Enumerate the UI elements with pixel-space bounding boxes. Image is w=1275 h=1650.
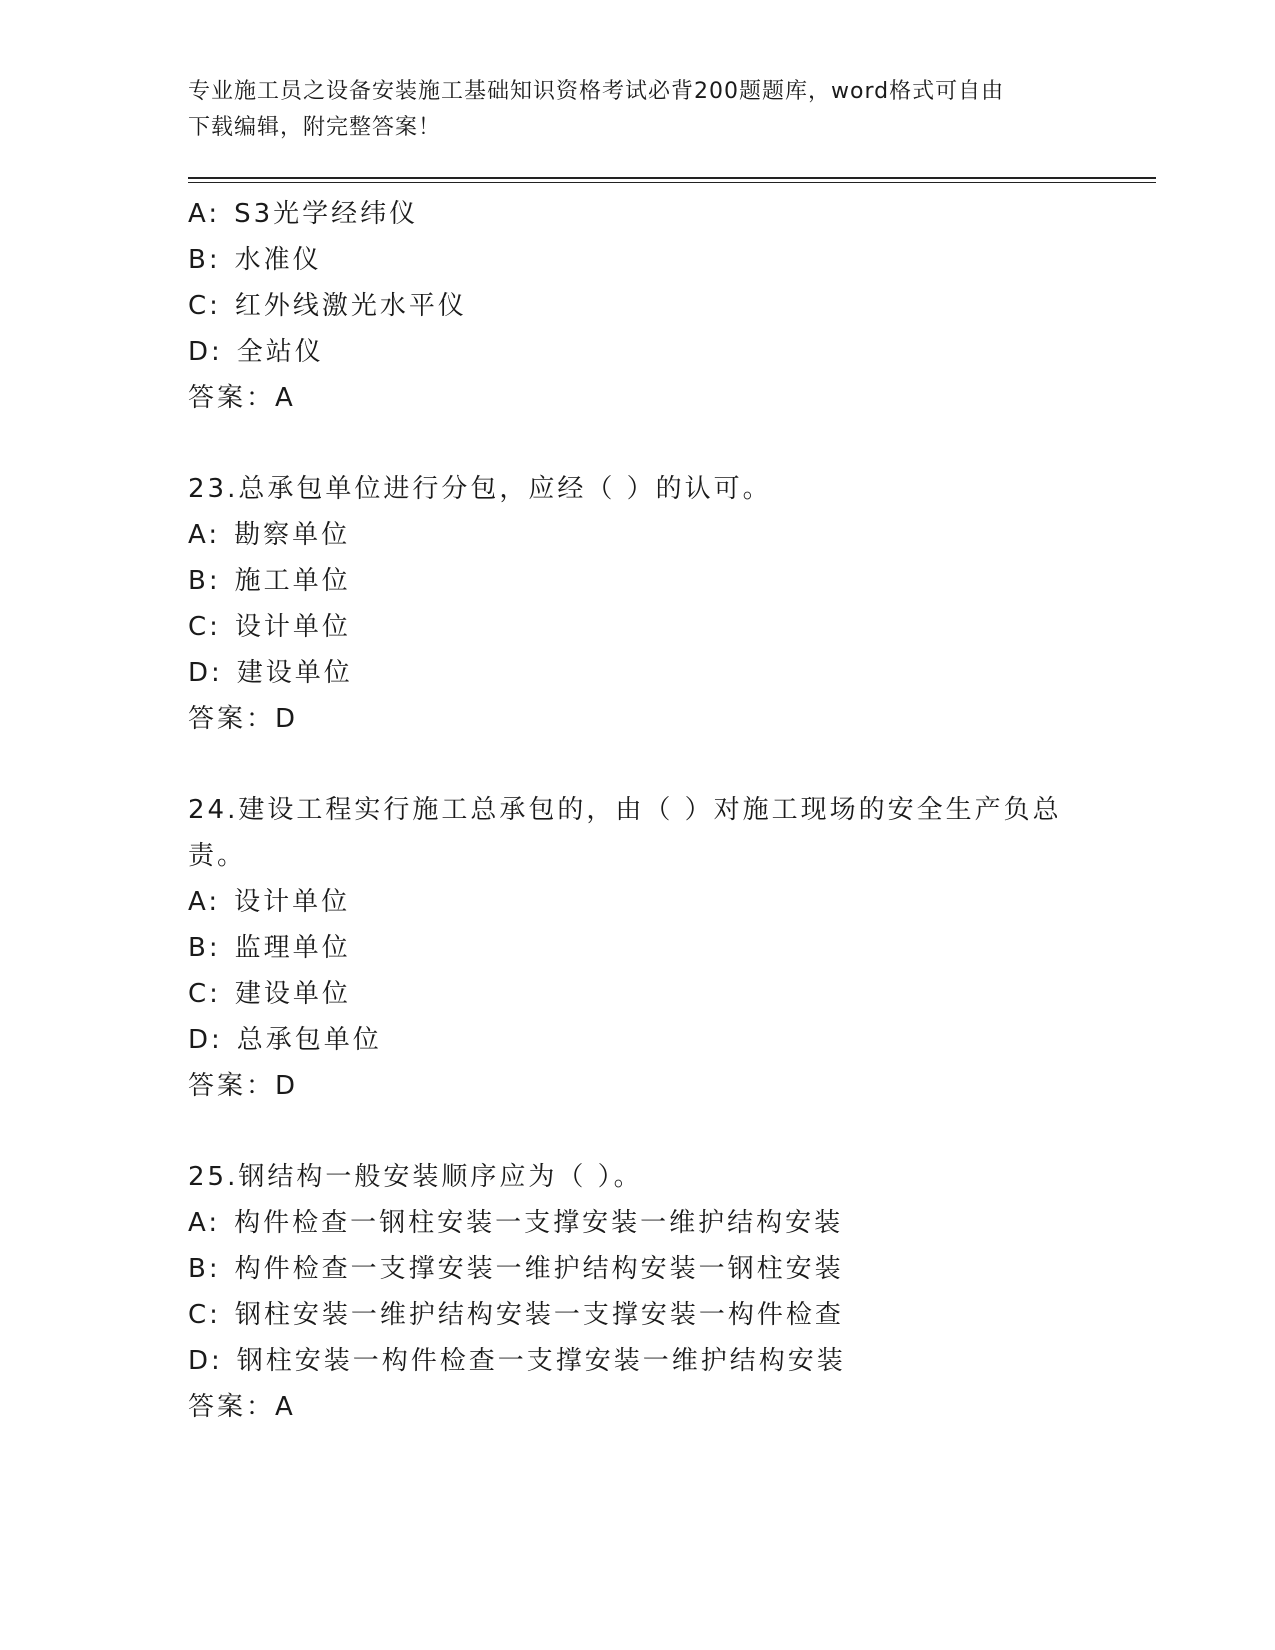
question-list [188,191,1088,1430]
answer: 答案：D [188,1071,299,1101]
header-line-2: 下载编辑，附完整答案！ [188,115,442,140]
answer: 答案：A [188,1392,296,1422]
document-header [188,74,1068,146]
option-d: D: 建设单位 [188,658,353,688]
option-a: A: S3光学经纬仪 [188,199,419,229]
option-a: A: 构件检查一钢柱安装一支撑安装一维护结构安装 [188,1208,844,1238]
option-d: D: 全站仪 [188,337,324,367]
answer: 答案：A [188,383,296,413]
header-rule-thick [188,177,1156,179]
option-b: B: 水准仪 [188,245,322,275]
option-b: B: 构件检查一支撑安装一维护结构安装一钢柱安装 [188,1254,844,1284]
question-24 [188,787,1088,1109]
question-25 [188,1154,1088,1430]
header-rule-thin [188,182,1156,183]
question-text: 25.钢结构一般安装顺序应为（ ）。 [188,1162,643,1192]
option-c: C: 设计单位 [188,612,351,642]
question-text: 24.建设工程实行施工总承包的，由（ ）对施工现场的安全生产负总责。 [188,795,1062,871]
option-c: C: 红外线激光水平仪 [188,291,467,321]
option-d: D: 钢柱安装一构件检查一支撑安装一维护结构安装 [188,1346,846,1376]
option-d: D: 总承包单位 [188,1025,382,1055]
answer: 答案：D [188,704,299,734]
option-c: C: 钢柱安装一维护结构安装一支撑安装一构件检查 [188,1300,844,1330]
option-b: B: 施工单位 [188,566,351,596]
option-b: B: 监理单位 [188,933,351,963]
option-c: C: 建设单位 [188,979,351,1009]
question-22 [188,191,1088,421]
header-line-1: 专业施工员之设备安装施工基础知识资格考试必背200题题库，word格式可自由 [188,79,1005,104]
option-a: A: 设计单位 [188,887,351,917]
question-23 [188,466,1088,742]
question-text: 23.总承包单位进行分包，应经（ ）的认可。 [188,474,772,504]
option-a: A: 勘察单位 [188,520,351,550]
